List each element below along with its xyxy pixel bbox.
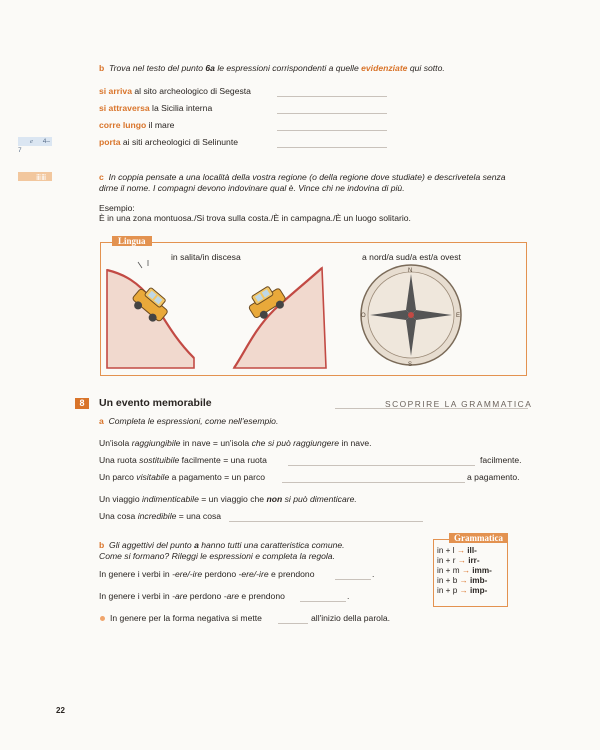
rule-line-2: In genere i verbi in -are perdono -are e prendono [99, 591, 285, 601]
answer-line[interactable] [229, 521, 423, 522]
example-line-2: Un viaggio indimenticabile = un viaggio che non si può dimenticare. [99, 494, 357, 504]
uphill-slope [234, 268, 326, 368]
part-c-instruction: c In coppia pensate a una località della vostra regione (o della regione dove studiate) e descrivetela senza [99, 172, 506, 182]
compass-e-label: E [456, 313, 461, 319]
subtitle-underline [335, 408, 528, 409]
grammatica-row: in + b → imb- [437, 576, 488, 585]
grammatica-row: in + l → ill- [437, 546, 477, 555]
grammatica-row: in + p → imp- [437, 586, 488, 595]
pair-work-tag [18, 172, 52, 181]
answer-line[interactable] [277, 96, 387, 97]
car-on-hills-illustration [104, 260, 329, 370]
lingua-label-slope: in salita/in discesa [171, 252, 241, 262]
exercise-line-3: Un parco visitabile a pagamento = un parco [99, 472, 266, 482]
answer-line[interactable] [277, 113, 387, 114]
expression-item: si arriva al sito archeologico di Segesta [99, 86, 251, 96]
rule-line-3: In genere per la forma negativa si mette [110, 613, 262, 623]
answer-line[interactable] [277, 130, 387, 131]
compass-rose-illustration [356, 262, 466, 368]
e-letter-icon: e [30, 138, 33, 145]
part-b-instruction-2: Come si formano? Rileggi le espressioni e completa la regola. [99, 551, 335, 561]
rule-line-2-end: . [347, 591, 350, 601]
line-2-end: facilmente. [480, 455, 522, 465]
rule-line-1-end: . [372, 569, 375, 579]
compass-w-label: O [361, 313, 366, 319]
compass-s-label: S [408, 362, 413, 368]
exercise-reference-tag: e 4–7 [18, 137, 52, 146]
pair-work-icon: ⅲⅲ [36, 173, 47, 182]
answer-line[interactable] [288, 465, 475, 466]
example-line-1: Un'isola raggiungibile in nave = un'isola che si può raggiungere in nave. [99, 438, 372, 448]
expression-item: porta ai siti archeologici di Selinunte [99, 137, 239, 147]
bullet-icon [100, 616, 105, 621]
rule-line-1: In genere i verbi in -ere/-ire perdono -ere/-ire e prendono [99, 569, 315, 579]
page-number: 22 [56, 706, 65, 715]
section-number-badge: 8 [75, 398, 89, 409]
line-3-end: a pagamento. [467, 472, 520, 482]
compass-n-label: N [408, 268, 413, 274]
example-text: È in una zona montuosa./Si trova sulla costa./È in campagna./È un luogo solitario. [99, 213, 411, 223]
section-title: Un evento memorabile [99, 397, 212, 409]
part-c-instruction-line2: dirne il nome. I compagni devono indovinare qual è. Vince chi ne indovina di più. [99, 183, 405, 193]
lingua-label-directions: a nord/a sud/a est/a ovest [362, 252, 461, 262]
expression-item: corre lungo il mare [99, 120, 175, 130]
answer-line[interactable] [278, 623, 308, 624]
rule-line-3-end: all'inizio della parola. [311, 613, 391, 623]
grammatica-rows [437, 546, 492, 596]
part-a-instruction: a Completa le espressioni, come nell'esempio. [99, 416, 279, 426]
section-subtitle: SCOPRIRE LA GRAMMATICA [385, 399, 533, 409]
expression-item: si attraversa la Sicilia interna [99, 103, 213, 113]
grammatica-row: in + r → irr- [437, 556, 480, 565]
part-b-instruction-1: b Gli aggettivi del punto a hanno tutti una caratteristica comune. [99, 540, 345, 550]
example-label: Esempio: [99, 203, 135, 213]
answer-line[interactable] [277, 147, 387, 148]
lingua-tab: Lingua [112, 236, 152, 246]
part-b-instruction: b Trova nel testo del punto 6a le espressioni corrispondenti a quelle evidenziate qui sotto. [99, 63, 445, 73]
exercise-line-5: Una cosa incredibile = una cosa [99, 511, 222, 521]
answer-line[interactable] [282, 482, 465, 483]
grammatica-row: in + m → imm- [437, 566, 492, 575]
exercise-line-2: Una ruota sostituibile facilmente = una ruota [99, 455, 267, 465]
answer-line[interactable] [300, 601, 346, 602]
grammatica-tab: Grammatica [449, 533, 508, 543]
answer-line[interactable] [335, 579, 371, 580]
